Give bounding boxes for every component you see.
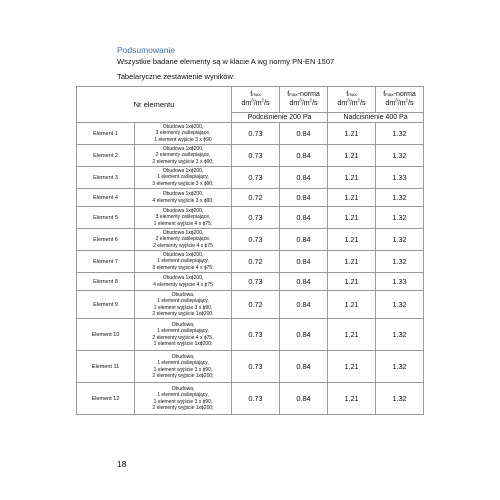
header-fmax-norma-over: fmax-norma $dm^3/m^2/s$	[376, 87, 424, 113]
fmax-under-cell: 0.73	[232, 229, 280, 251]
fmax-over-cell: 1.21	[328, 229, 376, 251]
element-name-cell: Element 1	[77, 123, 135, 145]
element-description-cell: Obudowa 1xϕ200, 1 element zaślepiający, 3 elementy wyjście 4 x ϕ75;	[135, 251, 232, 273]
element-description-cell: Obudowa, 1 element zaślepiający, 1 element wyjście 3 x ϕ90, 2 elementy wyjście 1xϕ200;	[135, 291, 232, 319]
header-element: Nr elementu	[77, 87, 232, 123]
fmax-under-cell: 0.73	[232, 123, 280, 145]
table-row	[77, 319, 424, 351]
fmax-norma-over-cell: 1.33	[376, 167, 424, 189]
fmax-norma-over-cell: 1.32	[376, 123, 424, 145]
fmax-over-cell: 1.21	[328, 189, 376, 207]
fmax-norma-over-cell: 1.32	[376, 207, 424, 229]
results-table	[76, 86, 424, 415]
table-row	[77, 207, 424, 229]
element-description-cell: Obudowa, 1 element zaślepiający, 1 element wyjście 3 x ϕ90, 2 elementy wyjście 1xϕ200;	[135, 383, 232, 415]
fmax-norma-over-cell: 1.32	[376, 383, 424, 415]
section-heading: Podsumowanie	[117, 45, 176, 55]
element-description-cell: Obudowa 1xϕ200, 4 elementy wyjście 3 x ϕ90;	[135, 189, 232, 207]
fmax-under-cell: 0.73	[232, 273, 280, 291]
header-fmax-norma-under: fmax-norma $dm^3/m^2/s$	[280, 87, 328, 113]
element-name-cell: Element 10	[77, 319, 135, 351]
element-name-cell: Element 3	[77, 167, 135, 189]
element-name-cell: Element 11	[77, 351, 135, 383]
table-row	[77, 351, 424, 383]
fmax-norma-under-cell: 0.84	[280, 189, 328, 207]
element-description-cell: Obudowa 1xϕ200, 4 elementy wyjście 4 x ϕ75	[135, 273, 232, 291]
fmax-under-cell: 0.73	[232, 167, 280, 189]
table-intro-text: Tabelaryczne zestawienie wyników:	[117, 72, 235, 81]
fmax-norma-under-cell: 0.84	[280, 273, 328, 291]
table-row	[77, 189, 424, 207]
header-fmax-under: fmax $dm^3/m^2/s$	[232, 87, 280, 113]
fmax-under-cell: 0.72	[232, 251, 280, 273]
element-name-cell: Element 6	[77, 229, 135, 251]
fmax-norma-under-cell: 0.84	[280, 123, 328, 145]
table-row	[77, 383, 424, 415]
fmax-norma-under-cell: 0.84	[280, 319, 328, 351]
fmax-over-cell: 1.21	[328, 167, 376, 189]
element-description-cell: Obudowa, 1 element zaślepiający, 1 element wyjście 3 x ϕ90, 2 elementy wyjście 1xϕ200;	[135, 351, 232, 383]
fmax-norma-over-cell: 1.32	[376, 229, 424, 251]
fmax-norma-over-cell: 1.32	[376, 145, 424, 167]
table-row	[77, 145, 424, 167]
table-body	[77, 123, 424, 415]
fmax-norma-under-cell: 0.84	[280, 351, 328, 383]
element-name-cell: Element 4	[77, 189, 135, 207]
element-description-cell: Obudowa 1xϕ200, 2 elementy zaślepiające, 2 elementy wyjście 3 x ϕ90;	[135, 145, 232, 167]
fmax-over-cell: 1.21	[328, 319, 376, 351]
fmax-under-cell: 0.73	[232, 383, 280, 415]
fmax-over-cell: 1.21	[328, 273, 376, 291]
element-description-cell: Obudowa 1xϕ200, 1 element zaślepiający, 3 elementy wyjście 3 x ϕ90;	[135, 167, 232, 189]
element-description-cell: Obudowa, 1 element zaślepiający, 2 elementy wyjście 4 x ϕ75, 1 element wyjście 1xϕ200;	[135, 319, 232, 351]
element-description-cell: Obudowa 1xϕ200, 2 elementy zaślepiające, 2 elementy wyjście 4 x ϕ75	[135, 229, 232, 251]
element-name-cell: Element 5	[77, 207, 135, 229]
fmax-norma-under-cell: 0.84	[280, 167, 328, 189]
fmax-over-cell: 1.21	[328, 251, 376, 273]
fmax-under-cell: 0.73	[232, 207, 280, 229]
fmax-over-cell: 1.21	[328, 351, 376, 383]
fmax-norma-under-cell: 0.84	[280, 291, 328, 319]
element-description-cell: Obudowa 1xϕ200, 3 elementy zaślepiające, 1 element wyjście 3 x ϕ90	[135, 123, 232, 145]
fmax-over-cell: 1.21	[328, 207, 376, 229]
fmax-norma-under-cell: 0.84	[280, 251, 328, 273]
table-row	[77, 251, 424, 273]
header-overpressure: Nadciśnienie 400 Pa	[328, 113, 424, 123]
fmax-norma-over-cell: 1.32	[376, 251, 424, 273]
fmax-over-cell: 1.21	[328, 383, 376, 415]
fmax-under-cell: 0.72	[232, 189, 280, 207]
header-underpressure: Podciśnienie 200 Pa	[232, 113, 328, 123]
fmax-norma-under-cell: 0.84	[280, 229, 328, 251]
fmax-norma-over-cell: 1.32	[376, 351, 424, 383]
fmax-norma-under-cell: 0.84	[280, 207, 328, 229]
fmax-norma-over-cell: 1.33	[376, 273, 424, 291]
fmax-under-cell: 0.73	[232, 319, 280, 351]
table-row	[77, 273, 424, 291]
page-number: 18	[117, 459, 127, 469]
element-name-cell: Element 8	[77, 273, 135, 291]
fmax-norma-over-cell: 1.32	[376, 189, 424, 207]
element-name-cell: Element 2	[77, 145, 135, 167]
intro-text: Wszystkie badane elementy są w klacie A wg normy PN-EN 1507	[117, 57, 335, 66]
element-description-cell: Obudowa 1xϕ200, 3 elementy zaślepiające, 1 element wyjście 4 x ϕ75;	[135, 207, 232, 229]
fmax-norma-over-cell: 1.32	[376, 319, 424, 351]
table-row	[77, 123, 424, 145]
fmax-over-cell: 1.21	[328, 123, 376, 145]
table-row	[77, 229, 424, 251]
fmax-norma-over-cell: 1.32	[376, 291, 424, 319]
fmax-norma-under-cell: 0.84	[280, 145, 328, 167]
element-name-cell: Element 12	[77, 383, 135, 415]
fmax-under-cell: 0.73	[232, 145, 280, 167]
table-row	[77, 291, 424, 319]
fmax-under-cell: 0.72	[232, 291, 280, 319]
header-fmax-over: fmax $dm^3/m^2/s$	[328, 87, 376, 113]
fmax-over-cell: 1.21	[328, 291, 376, 319]
element-name-cell: Element 9	[77, 291, 135, 319]
fmax-over-cell: 1.21	[328, 145, 376, 167]
element-name-cell: Element 7	[77, 251, 135, 273]
table-row	[77, 167, 424, 189]
fmax-under-cell: 0.73	[232, 351, 280, 383]
fmax-norma-under-cell: 0.84	[280, 383, 328, 415]
